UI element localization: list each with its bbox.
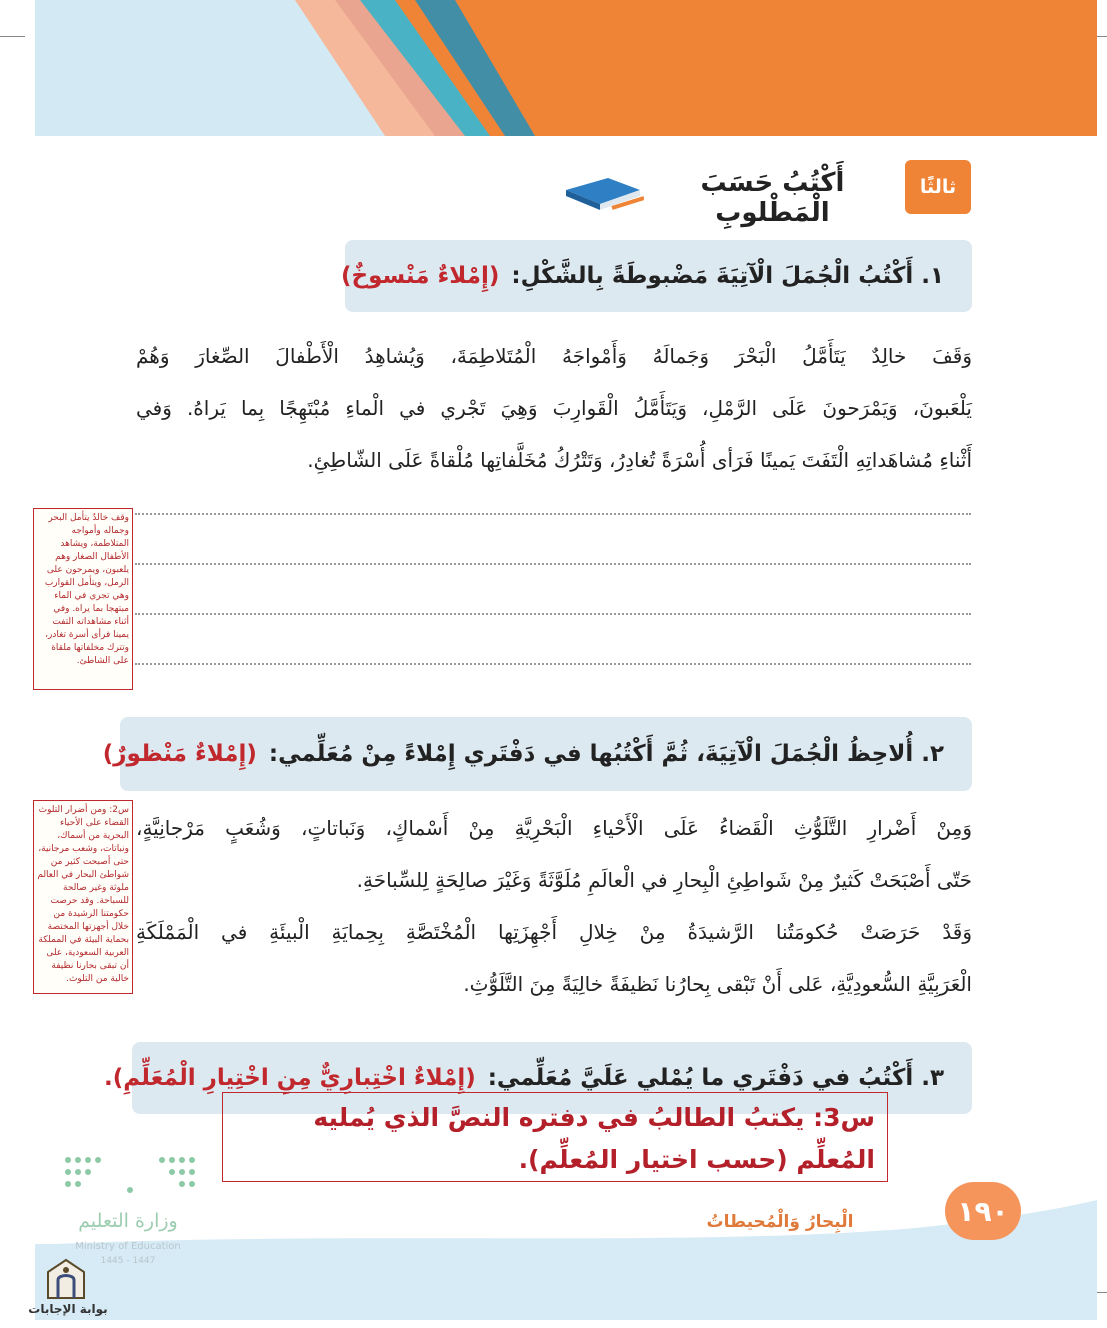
watermark-label: بوابة الإجابات (28, 1302, 108, 1316)
ministry-year: 1445 - 1447 (100, 1256, 156, 1266)
ministry-name-en: Ministry of Education (75, 1241, 181, 1252)
question-1-passage (136, 330, 972, 486)
passage-line: وَمِنْ أَضْرارِ التَّلَوُّثِ الْقَضاءُ عَلَى الْأَحْياءِ الْبَحْرِيَّةِ مِنْ أَسْماكٍ، وَنَباتاتٍ، وَشُعَبٍ مَرْجانِيَّةٍ، (136, 816, 972, 840)
writing-line (135, 663, 971, 665)
passage-line: يَلْعَبونَ، وَيَمْرَحونَ عَلَى الرَّمْلِ، وَيَتَأَمَّلُ الْقَوارِبَ وَهِيَ تَجْري في الْماءِ مُبْتَهِجًا بِما يَراهُ. وَفي (136, 396, 972, 420)
header-stripes (35, 0, 1097, 136)
passage-line: أَثْناءِ مُشاهَداتِهِ الْتَفَتَ يَمينًا فَرَأى أُسْرَةً تُغادِرُ، وَتَتْرُكُ مُخَلَّفاتِها مُلْقاةً عَلَى الشّاطِئِ. (307, 448, 972, 472)
passage-line: وَقَدْ حَرَصَتْ حُكومَتُنا الرَّشيدَةُ مِنْ خِلالِ أَجْهِزَتِها الْمُخْتَصَّةِ بِحِمايَةِ الْبيئَةِ في الْمَمْلَكَةِ (136, 920, 972, 944)
ministry-name-ar: وزارة التعليم (78, 1210, 178, 1232)
writing-line (135, 613, 971, 615)
ministry-logo-icon (62, 1152, 198, 1202)
watermark-emblem-icon (44, 1258, 88, 1306)
question-2-passage (136, 802, 972, 1010)
question-2-text: ٢. أُلاحِظُ الْجُمَلَ الْآتِيَةَ، ثُمَّ أَكْتُبُها في دَفْتَري إِمْلاءً مِنْ مُعَلِّمي: (268, 741, 944, 767)
section-badge: ثالثًا (905, 160, 971, 214)
crop-mark (0, 36, 25, 37)
page-number: ١٩٠ (945, 1182, 1021, 1240)
passage-line: حَتّى أَصْبَحَتْ كَثيرٌ مِنْ شَواطِئِ الْبِحارِ في الْعالَمِ مُلَوَّثَةً وَغَيْرَ صالِحَةٍ لِلسِّباحَةِ. (356, 868, 972, 892)
question-2-bar (102, 717, 972, 791)
book-icon (562, 176, 644, 218)
question-1-bar (341, 240, 972, 312)
unit-title: الْبِحارُ وَالْمُحيطاتُ (706, 1212, 854, 1232)
question-2-tag: (إِمْلاءٌ مَنْظورٌ) (102, 741, 257, 767)
answer-note-2: س2: ومن أضرار التلوث القضاء على الأحياء البحرية من أسماك، ونباتات، وشعب مرجانية، حتى أصبحت كثير من شواطئ البحار في العالم ملوثة وغير صالحة للسباحة. وقد حرصت حكومتنا الرشيدة من خلال أجهزتها المختصة بحماية البيئة في المملكة العربية السعودية، على أن تبقى بحارنا نظيفة خالية من التلوث. (33, 800, 133, 994)
question-1-text: ١. أَكْتُبُ الْجُمَلَ الْآتِيَةَ مَضْبوطَةً بِالشَّكْلِ: (511, 263, 944, 289)
writing-line (135, 563, 971, 565)
passage-line: الْعَرَبِيَّةِ السُّعودِيَّةِ، عَلى أَنْ تَبْقى بِحارُنا نَظيفَةً خالِيَةً مِنَ التَّلَوُّثِ. (463, 972, 972, 996)
question-1-tag: (إِمْلاءٌ مَنْسوخٌ) (341, 263, 500, 289)
question-3-text: ٣. أَكْتُبُ في دَفْتَري ما يُمْلي عَلَيَّ مُعَلِّمي: (487, 1065, 944, 1091)
passage-line: وَقَفَ خالِدٌ يَتَأَمَّلُ الْبَحْرَ وَجَمالَهُ وَأَمْواجَهُ الْمُتَلاطِمَةَ، وَيُشاهِدُ الْأَطْفالَ الصِّغارَ وَهُمْ (136, 344, 972, 368)
question-3-tag: (إِمْلاءٌ اخْتِبارِيٌّ مِنِ اخْتِيارِ الْمُعَلِّمِ). (104, 1065, 476, 1091)
answer-box-3: س3: يكتبُ الطالبُ في دفتره النصَّ الذي يُمليه المُعلِّم (حسب اختيار المُعلِّم). (222, 1092, 888, 1182)
writing-line (135, 513, 971, 515)
answer-note-1: وقف خالدٌ يتأمل البحر وجماله وأمواجه المتلاطمة، ويشاهد الأطفال الصغار وهم يلعبون، ويمرحون على الرمل، ويتأمل القوارب وهي تجري في الماء مبتهجا بما يراه. وفي أثناء مشاهداته التفت يمينا فرأى أسرة تغادر، وتترك مخلفاتها ملقاة على الشاطئ. (33, 508, 133, 690)
header-band (35, 0, 1097, 136)
section-title: أَكْتُبُ حَسَبَ الْمَطْلوبِ (700, 168, 845, 228)
